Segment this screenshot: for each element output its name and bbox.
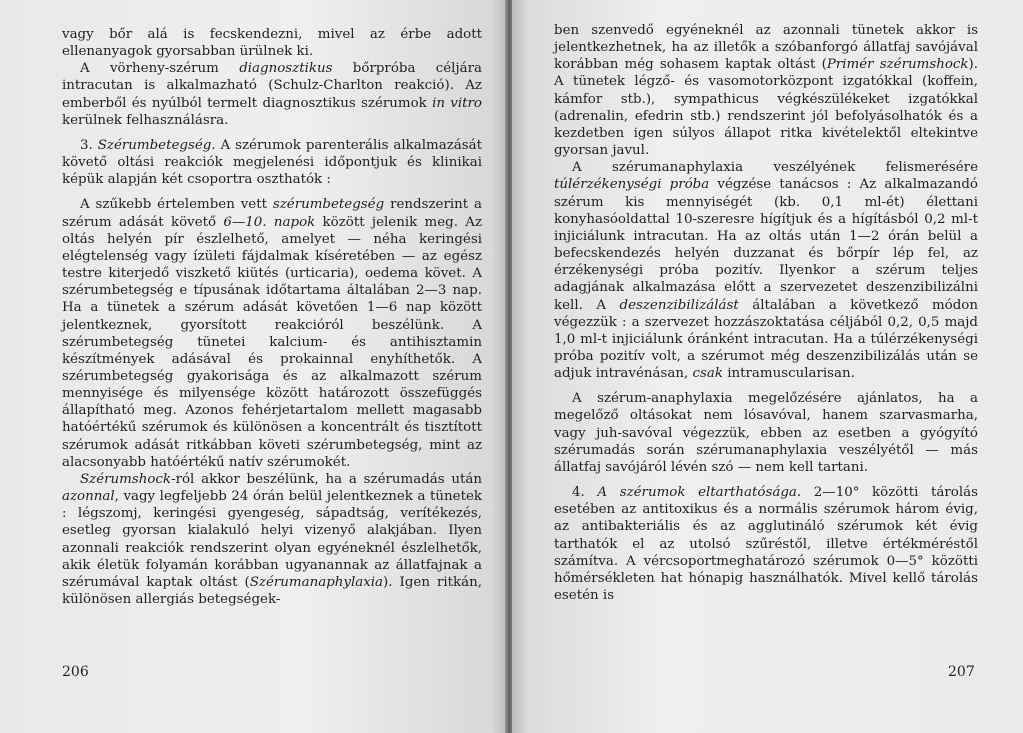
page-number: 206 xyxy=(62,664,89,680)
paragraph: A szűkebb értelemben vett szérumbetegség rendszerint a szérum adását követő 6—10. napok között jelenik meg. Az oltás helyén pír észlelhető, amelyet — néha keringési elégtelenség vagy ízületi fájdalmak kíséretében — az egész testre kiterjedő viszkető kiütés (urticaria), oedema követ. A szérumbetegség e típusának időtartama általában 2—3 nap. Ha a tünetek a szérum adását követően 1—6 nap között jelentkeznek, gyorsított reakcióról beszélünk. A szérumbetegség tünetei kalcium- és antihisztamin készítmények adásával és prokainnal enyhíthetők. A szérumbetegség gyakorisága és az alkalmazott szérum mennyisége és milyensége között határozott összefüggés állapítható meg. Azonos fehérjetartalom mellett magasabb hatóértékű szérumok és különösen a koncentrált és tisztított szérumok adását ritkábban követi szérumbetegség, mint az alacsonyabb hatóértékű natív szérumokét. xyxy=(62,197,483,470)
paragraph: A szérum-anaphylaxia megelőzésére ajánlatos, ha a megelőző oltásokat nem lósavóval, hanem szarvasmarha, vagy juh-savóval végezzük, ebben az esetben a gyógyító szérumadás során szérumanaphylaxia veszélyétől — más állatfaj savójáról lévén szó — nem kell tartani. xyxy=(554,391,978,475)
paragraph: A szérumanaphylaxia veszélyének felismerésére túlérzékenységi próba végzése tanácsos : Az alkalmazandó szérum kis mennyiségét (kb. 0,1 ml-ét) élettani konyhasóoldattal 10-szeresre hígítjuk és a hígításból 0,2 ml-t injiciálunk intracutan. Ha az oltás után 1—2 órán belül a befecskendezés helyén duzzanat és bőrpír lép fel, az érzékenységi próba pozitív. Ilyenkor a szérum teljes adagjának alkalmazása előtt a szervezetet deszenzibilizálni kell. A deszenzibilizálást általában a következő módon végezzük : a szervezet hozzászoktatása céljából 0,2, 0,5 majd 1,0 ml-t injiciálunk óránként intracutan. Ha a túlérzékenységi próba pozitív volt, a szérumot még deszenzibilizálás után se adjuk intravénásan, csak intramuscularisan. xyxy=(554,160,978,382)
page-number: 207 xyxy=(948,664,975,680)
left-page xyxy=(0,0,507,733)
paragraph: vagy bőr alá is fecskendezni, mivel az érbe adott ellenanyagok gyorsabban ürülnek ki. xyxy=(62,27,482,60)
paragraph: A vörheny-szérum diagnosztikus bőrpróba céljára intracutan is alkalmazható (Schulz-Charlton reakció). Az emberből és nyúlból termelt diagnosztikus szérumok in vitro kerülnek felhasználásra. xyxy=(62,61,482,128)
left-page-text xyxy=(62,26,482,608)
section-title: A szérumok eltarthatósága. xyxy=(597,485,802,501)
right-page-text xyxy=(554,22,978,604)
section-title: Szérumbetegség. xyxy=(97,137,216,153)
section-heading-paragraph: 3. Szérumbetegség. A szérumok parenterális alkalmazását követő oltási reakciók megjelenési időpontjuk és klinikai képük alapján két csoportra oszthatók : xyxy=(62,137,482,188)
paragraph: ben szenvedő egyéneknél az azonnali tünetek akkor is jelentkezhetnek, ha az illetők a szóbanforgó állatfaj savójával korábban még sohasem kaptak oltást (Primér szérumshock). A tünetek légző- és vasomotorközpont izgatókkal (koffein, kámfor stb.), sympathicus végkészülékeket izgatókkal (adrenalin, efedrin stb.) rendszerint jól befolyásolhatók és a kezdetben igen súlyos állapot ritka kivételektől eltekintve gyorsan javul. xyxy=(554,23,978,159)
right-page xyxy=(512,0,1023,733)
section-heading-paragraph: 4. A szérumok eltarthatósága. 2—10° közötti tárolás esetében az antitoxikus és a normális szérumok három évig, az antibakteriális és az agglutináló szérumok két évig tarthatók el az utolsó szűréstől, illetve értékméréstől számítva. A vércsoportmeghatározó szérumok 0—5° közötti hőmérsékleten hat hónapig használhatók. Mivel kellő tárolás esetén is xyxy=(554,485,978,603)
paragraph: Szérumshock-ról akkor beszélünk, ha a szérumadás után azonnal, vagy legfeljebb 24 órán belül jelentkeznek a tünetek : légszomj, keringési gyengeség, sápadtság, verítékezés, esetleg gyorsan kialakuló helyi vizenyő alakjában. Ilyen azonnali reakciók rendszerint olyan egyéneknél észlelhetők, akik életük folyamán korábban ugyanannak az állatfajnak a szérumával kaptak oltást (Szérumanaphylaxia). Igen ritkán, különösen allergiás betegségek- xyxy=(62,471,482,607)
